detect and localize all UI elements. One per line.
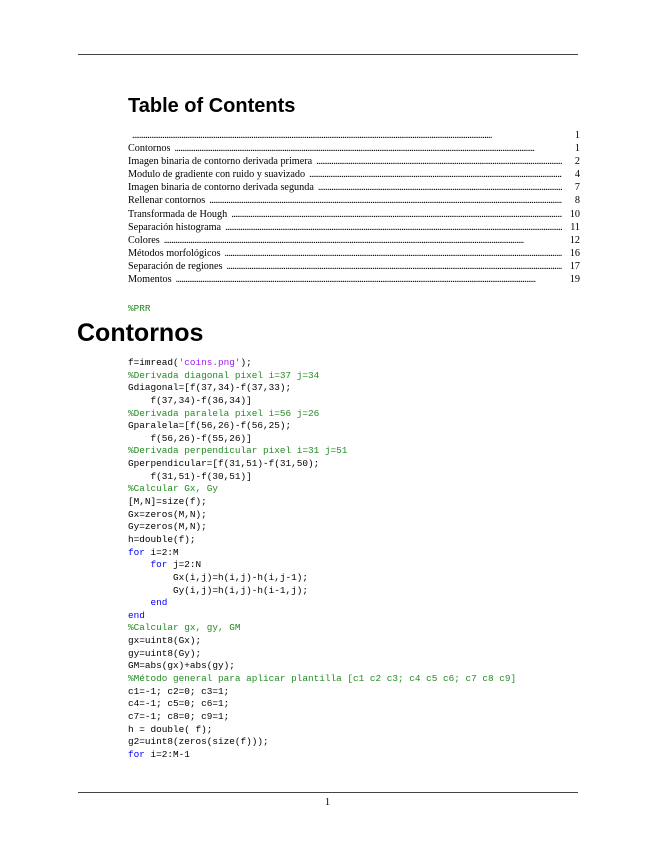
code-token-text: f(37,34)-f(36,34)] xyxy=(128,394,252,406)
code-token-text: f(56,26)-f(55,26)] xyxy=(128,432,252,444)
toc-entry-label: Métodos morfológicos xyxy=(128,247,221,259)
code-line xyxy=(128,382,516,395)
code-token-text: h = double( f); xyxy=(128,723,213,735)
code-line xyxy=(128,686,516,699)
toc-entry-label: Modulo de gradiente con ruido y suavizado xyxy=(128,169,306,181)
code-token-text: h=double(f); xyxy=(128,533,196,545)
code-token-comment: %Derivada paralela pixel i=56 j=26 xyxy=(128,407,320,419)
toc-entry-label: Imagen binaria de contorno derivada segunda xyxy=(128,182,314,194)
code-token-text: f(31,51)-f(30,51)] xyxy=(128,470,252,482)
toc-entry-page: 8 xyxy=(574,195,580,207)
toc-dot-leader xyxy=(174,142,562,155)
code-token-text: ); xyxy=(240,357,252,368)
toc-entry-page: 11 xyxy=(570,221,580,233)
code-token-text: c1=-1; c2=0; c3=1; xyxy=(128,685,230,697)
code-line xyxy=(128,749,516,762)
toc-dot-leader xyxy=(225,247,562,260)
toc-entry-page: 2 xyxy=(574,156,580,168)
code-line xyxy=(128,471,516,484)
toc-dot-leader xyxy=(309,168,562,181)
code-token-text: gy=uint8(Gy); xyxy=(128,647,202,659)
code-token-text: Gy=zeros(M,N); xyxy=(128,521,207,533)
code-token-comment: %Derivada perpendicular pixel i=31 j=51 xyxy=(128,445,348,457)
toc-entry-label: Separación de regiones xyxy=(128,260,223,272)
toc-entry-page: 1 xyxy=(574,130,580,141)
toc-entry-label: Rellenar contornos xyxy=(128,195,206,207)
code-line xyxy=(128,458,516,471)
code-token-comment: %Calcular Gx, Gy xyxy=(128,483,219,495)
toc-title: Table of Contents xyxy=(128,95,296,117)
toc-entry-label: Colores xyxy=(128,234,160,246)
code-line xyxy=(128,610,516,623)
toc-entry-label: Imagen binaria de contorno derivada primera xyxy=(128,156,313,168)
toc-dot-leader xyxy=(318,181,562,194)
toc-list xyxy=(128,129,580,286)
toc-dot-leader xyxy=(209,194,562,207)
toc-entry[interactable] xyxy=(128,273,580,286)
code-token-text: Gx(i,j)=h(i,j)-h(i,j-1); xyxy=(128,571,309,583)
toc-dot-leader xyxy=(132,129,562,142)
code-line xyxy=(128,433,516,446)
code-token-comment: %Método general para aplicar plantilla [c1 c2 c3; c4 c5 c6; c7 c8 c9] xyxy=(128,673,517,685)
code-token-keyword: for xyxy=(150,559,168,571)
code-line xyxy=(128,445,516,458)
code-token-text: f=imread( xyxy=(128,357,179,368)
toc-dot-leader xyxy=(225,221,562,234)
toc-entry[interactable] xyxy=(128,208,580,221)
code-token-text: i=2:M-1 xyxy=(144,748,190,760)
code-line xyxy=(128,660,516,673)
code-line xyxy=(128,408,516,421)
code-line xyxy=(128,648,516,661)
code-token-text: Gperpendicular=[f(31,51)-f(31,50); xyxy=(128,458,320,470)
code-token-keyword: end xyxy=(128,609,145,621)
code-line xyxy=(128,357,516,370)
toc-entry[interactable] xyxy=(128,221,580,234)
code-token-text: Gy(i,j)=h(i,j)-h(i-1,j); xyxy=(128,584,309,596)
toc-entry-page: 19 xyxy=(569,274,580,286)
toc-entry[interactable] xyxy=(128,234,580,247)
code-line xyxy=(128,559,516,572)
code-line xyxy=(128,496,516,509)
toc-entry-page: 17 xyxy=(569,260,580,272)
code-line xyxy=(128,509,516,522)
toc-dot-leader xyxy=(176,273,562,286)
code-token-text xyxy=(128,597,151,608)
code-line xyxy=(128,395,516,408)
code-token-text: j=2:N xyxy=(167,559,202,571)
code-token-text: i=2:M xyxy=(144,546,179,558)
toc-entry[interactable] xyxy=(128,155,580,168)
code-line xyxy=(128,547,516,560)
section-heading-contornos: Contornos xyxy=(77,319,204,347)
prr-comment: %PRR xyxy=(128,303,151,314)
code-token-keyword: for xyxy=(128,748,145,760)
code-line xyxy=(128,370,516,383)
code-token-text: Gdiagonal=[f(37,34)-f(37,33); xyxy=(128,382,292,394)
code-token-text: GM=abs(gx)+abs(gy); xyxy=(128,660,235,672)
code-token-text: c7=-1; c8=0; c9=1; xyxy=(128,710,230,722)
code-token-string: 'coins.png' xyxy=(178,357,241,368)
toc-entry[interactable] xyxy=(128,129,580,142)
toc-entry[interactable] xyxy=(128,247,580,260)
code-line xyxy=(128,597,516,610)
code-line xyxy=(128,736,516,749)
header-rule xyxy=(78,54,578,55)
code-line xyxy=(128,572,516,585)
toc-entry-label: Contornos xyxy=(128,143,171,155)
code-line xyxy=(128,534,516,547)
code-line xyxy=(128,585,516,598)
code-line xyxy=(128,635,516,648)
code-line xyxy=(128,711,516,724)
code-token-comment: %Derivada diagonal pixel i=37 j=34 xyxy=(128,369,320,381)
toc-entry-page: 16 xyxy=(569,247,580,259)
toc-dot-leader xyxy=(164,234,562,247)
toc-entry-page: 10 xyxy=(569,208,580,220)
toc-entry-label: Momentos xyxy=(128,274,172,286)
code-token-text: gx=uint8(Gx); xyxy=(128,635,202,647)
code-line xyxy=(128,698,516,711)
toc-entry-page: 4 xyxy=(574,169,580,181)
code-line xyxy=(128,673,516,686)
toc-entry-label: Transformada de Hough xyxy=(128,208,228,220)
toc-entry[interactable] xyxy=(128,194,580,207)
toc-entry-page: 7 xyxy=(574,182,580,194)
code-line xyxy=(128,483,516,496)
footer-rule xyxy=(78,792,578,793)
code-token-text: Gx=zeros(M,N); xyxy=(128,508,207,520)
toc-entry[interactable] xyxy=(128,142,580,155)
code-block xyxy=(128,357,516,762)
toc-entry[interactable] xyxy=(128,168,580,181)
page-number: 1 xyxy=(324,797,331,808)
toc-entry-label: Separación histograma xyxy=(128,221,222,233)
toc-entry[interactable] xyxy=(128,260,580,273)
toc-entry[interactable] xyxy=(128,181,580,194)
code-token-keyword: end xyxy=(150,597,168,609)
code-line xyxy=(128,420,516,433)
code-token-text: g2=uint8(zeros(size(f))); xyxy=(128,736,269,748)
code-line xyxy=(128,521,516,534)
code-line xyxy=(128,622,516,635)
code-line xyxy=(128,724,516,737)
toc-dot-leader xyxy=(231,208,562,221)
code-token-text: [M,N]=size(f); xyxy=(128,496,207,508)
code-token-comment: %Calcular gx, gy, GM xyxy=(128,622,241,634)
toc-entry-page: 1 xyxy=(574,143,580,155)
code-token-text: c4=-1; c5=0; c6=1; xyxy=(128,698,230,710)
toc-dot-leader xyxy=(316,155,562,168)
code-token-keyword: for xyxy=(128,546,145,558)
code-token-text: Gparalela=[f(56,26)-f(56,25); xyxy=(128,420,292,432)
toc-dot-leader xyxy=(226,260,562,273)
code-token-text xyxy=(128,559,151,570)
toc-entry-page: 12 xyxy=(569,234,580,246)
